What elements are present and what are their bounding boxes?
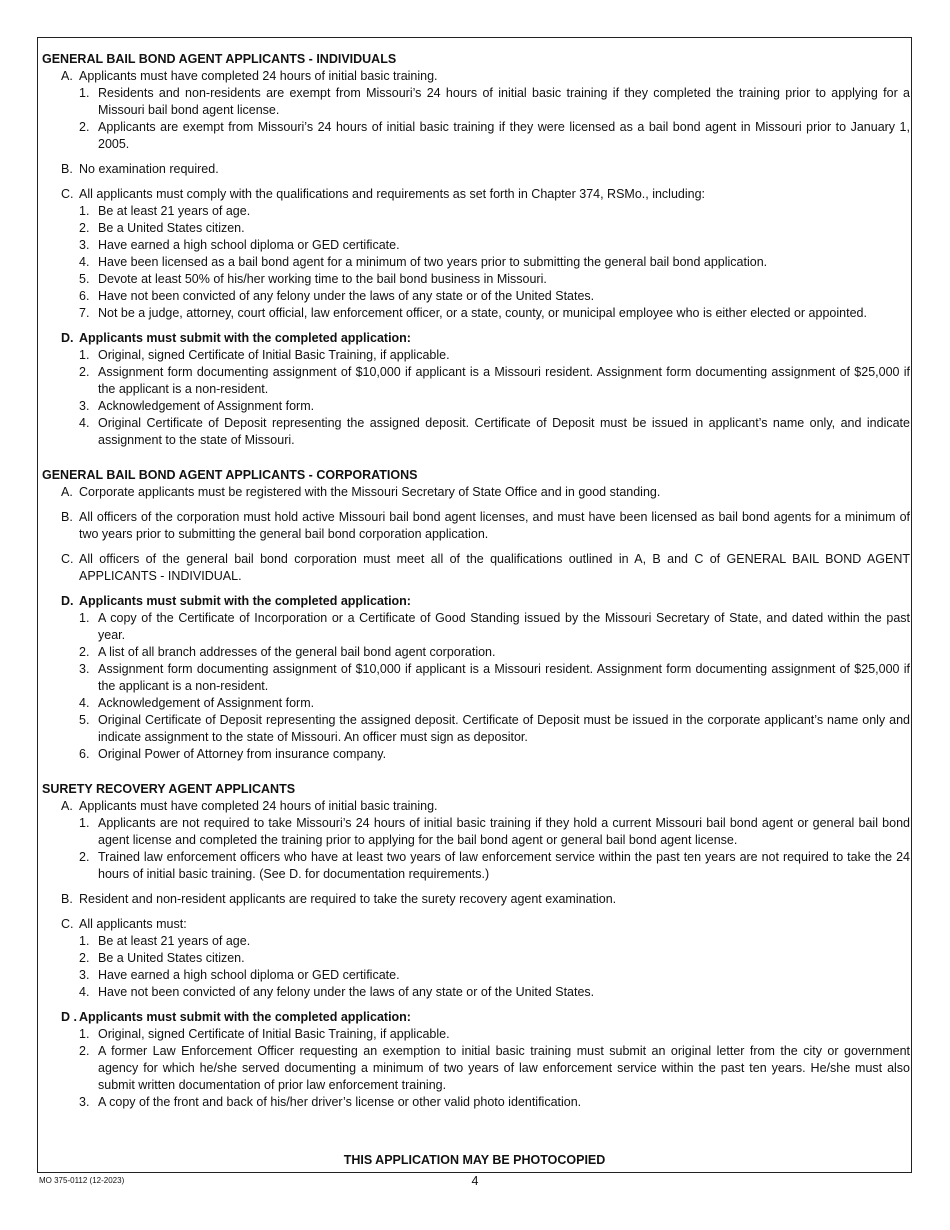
- item-text: All applicants must:: [79, 917, 187, 931]
- sub-item-text: Have not been convicted of any felony under the laws of any state or of the United States.: [98, 289, 595, 303]
- list-item: [42, 330, 910, 449]
- sub-item-number: 5.: [79, 272, 90, 286]
- sub-item: [79, 254, 910, 271]
- sub-item-number: 3.: [79, 399, 90, 413]
- sub-item-text: Have been licensed as a bail bond agent for a minimum of two years prior to submitting the general bail bond application.: [98, 255, 768, 269]
- sub-item: [79, 364, 910, 398]
- item-label: B.: [61, 892, 73, 906]
- sub-item: [79, 746, 910, 763]
- list-item: [42, 68, 910, 153]
- document-body: [42, 51, 910, 1120]
- sub-item-text: Applicants are exempt from Missouri’s 24 hours of initial basic training if they were licensed as a bail bond agent in Missouri prior to January 1, 2005.: [98, 120, 910, 151]
- sub-item-text: Have earned a high school diploma or GED certificate.: [98, 238, 400, 252]
- list-item: [42, 1009, 910, 1111]
- section-title: GENERAL BAIL BOND AGENT APPLICANTS - INDIVIDUALS: [42, 52, 397, 66]
- sub-item: [79, 398, 910, 415]
- sub-item-number: 1.: [79, 1027, 90, 1041]
- sub-item-number: 6.: [79, 747, 90, 761]
- item-label: B.: [61, 162, 73, 176]
- sub-item-text: Have not been convicted of any felony under the laws of any state or of the United States.: [98, 985, 595, 999]
- sub-item-number: 7.: [79, 306, 90, 320]
- sub-item-number: 3.: [79, 1095, 90, 1109]
- sub-item-number: 3.: [79, 238, 90, 252]
- item-text: Applicants must have completed 24 hours of initial basic training.: [79, 69, 438, 83]
- section: [42, 51, 910, 449]
- list-item: [42, 593, 910, 763]
- item-label: C.: [61, 917, 74, 931]
- item-text: All officers of the corporation must hold active Missouri bail bond agent licenses, and must have been licensed as bail bond agents for a minimum of two years prior to submitting the general bail bond corporation application.: [79, 510, 910, 541]
- sub-item-number: 4.: [79, 696, 90, 710]
- section: [42, 467, 910, 763]
- sub-item-text: Devote at least 50% of his/her working time to the bail bond business in Missouri.: [98, 272, 547, 286]
- sub-item-number: 1.: [79, 86, 90, 100]
- list-item: [42, 186, 910, 322]
- item-label: B.: [61, 510, 73, 524]
- sub-item: [79, 815, 910, 849]
- list-item: [42, 509, 910, 543]
- item-text: Corporate applicants must be registered with the Missouri Secretary of State Office and in good standing.: [79, 485, 661, 499]
- sub-item-text: A list of all branch addresses of the general bail bond agent corporation.: [98, 645, 496, 659]
- sub-item-text: Acknowledgement of Assignment form.: [98, 696, 315, 710]
- sub-item-text: Original Certificate of Deposit representing the assigned deposit. Certificate of Deposit must be issued in the corporate applicant’s name only and indicate assignment to the state of Missouri. An officer must sign as depositor.: [98, 713, 910, 744]
- section-title: GENERAL BAIL BOND AGENT APPLICANTS - CORPORATIONS: [42, 468, 418, 482]
- item-text: Applicants must have completed 24 hours of initial basic training.: [79, 799, 438, 813]
- item-text: All officers of the general bail bond corporation must meet all of the qualifications outlined in A, B and C of GENERAL BAIL BOND AGENT APPLICANTS - INDIVIDUAL.: [79, 552, 910, 583]
- sub-item: [79, 661, 910, 695]
- sub-item: [79, 1043, 910, 1094]
- item-text: All applicants must comply with the qualifications and requirements as set forth in Chapter 374, RSMo., including:: [79, 187, 706, 201]
- sub-item: [79, 712, 910, 746]
- sub-item-number: 2.: [79, 850, 90, 864]
- sub-item: [79, 644, 910, 661]
- sub-item-text: Original Certificate of Deposit representing the assigned deposit. Certificate of Deposit must be issued in applicant’s name only, and indicate assignment to the state of Missouri.: [98, 416, 910, 447]
- sub-item: [79, 220, 910, 237]
- sub-item-number: 1.: [79, 611, 90, 625]
- sub-item-text: Trained law enforcement officers who have at least two years of law enforcement service within the past ten years are not required to take the 24 hours of initial basic training. (See D. for documentation requirements.): [98, 850, 910, 881]
- sub-item-number: 6.: [79, 289, 90, 303]
- sub-item: [79, 984, 910, 1001]
- item-text: Applicants must submit with the completed application:: [79, 594, 411, 608]
- sub-item-number: 1.: [79, 348, 90, 362]
- page-number: 4: [471, 1174, 479, 1188]
- item-label: A.: [61, 799, 73, 813]
- sub-item: [79, 305, 910, 322]
- item-label: D.: [61, 331, 74, 345]
- sub-item-number: 2.: [79, 365, 90, 379]
- sub-item-text: Applicants are not required to take Missouri’s 24 hours of initial basic training if they hold a current Missouri bail bond agent or general bail bond agent license and completed the training prior to applying for the bail bond agent or general bail bond agent license.: [98, 816, 910, 847]
- sub-item: [79, 695, 910, 712]
- sub-item: [79, 347, 910, 364]
- sub-item: [79, 119, 910, 153]
- sub-item-text: Original, signed Certificate of Initial Basic Training, if applicable.: [98, 348, 450, 362]
- sub-item-text: Be at least 21 years of age.: [98, 204, 251, 218]
- sub-item-text: Assignment form documenting assignment of $10,000 if applicant is a Missouri resident. Assignment form documenting assignment of $25,000 if the applicant is a non-resident.: [98, 365, 910, 396]
- sub-item-number: 4.: [79, 985, 90, 999]
- sub-item: [79, 1026, 910, 1043]
- sub-item-number: 1.: [79, 934, 90, 948]
- sub-item: [79, 237, 910, 254]
- sub-item: [79, 950, 910, 967]
- sub-item-text: Be a United States citizen.: [98, 221, 245, 235]
- sub-item-text: Be a United States citizen.: [98, 951, 245, 965]
- sub-item: [79, 203, 910, 220]
- item-label: C.: [61, 187, 74, 201]
- item-label: D.: [61, 594, 74, 608]
- list-item: [42, 798, 910, 883]
- sub-item-text: Acknowledgement of Assignment form.: [98, 399, 315, 413]
- sub-item-number: 3.: [79, 662, 90, 676]
- sub-item: [79, 967, 910, 984]
- sub-item-text: Not be a judge, attorney, court official, law enforcement officer, or a state, county, or municipal employee who is either elected or appointed.: [98, 306, 867, 320]
- item-label: A.: [61, 485, 73, 499]
- sub-item-number: 3.: [79, 968, 90, 982]
- sub-item-number: 2.: [79, 120, 90, 134]
- item-text: Applicants must submit with the completed application:: [79, 1010, 411, 1024]
- sub-item-text: A copy of the Certificate of Incorporation or a Certificate of Good Standing issued by the Missouri Secretary of State, and dated within the past year.: [98, 611, 910, 642]
- item-text: Resident and non-resident applicants are required to take the surety recovery agent examination.: [79, 892, 617, 906]
- list-item: [42, 916, 910, 1001]
- list-item: [42, 484, 910, 501]
- sub-item-text: Original Power of Attorney from insurance company.: [98, 747, 387, 761]
- sub-item: [79, 271, 910, 288]
- section-title: SURETY RECOVERY AGENT APPLICANTS: [42, 782, 296, 796]
- sub-item-number: 1.: [79, 204, 90, 218]
- sub-item-number: 1.: [79, 816, 90, 830]
- sub-item-number: 2.: [79, 645, 90, 659]
- item-text: No examination required.: [79, 162, 219, 176]
- section: [42, 781, 910, 1111]
- sub-item-text: Original, signed Certificate of Initial Basic Training, if applicable.: [98, 1027, 450, 1041]
- sub-item: [79, 1094, 910, 1111]
- sub-item: [79, 933, 910, 950]
- item-label: A.: [61, 69, 73, 83]
- sub-item: [79, 610, 910, 644]
- sub-item-number: 4.: [79, 416, 90, 430]
- sub-item-number: 5.: [79, 713, 90, 727]
- list-item: [42, 161, 910, 178]
- sub-item-number: 2.: [79, 1044, 90, 1058]
- sub-item-number: 2.: [79, 221, 90, 235]
- photocopy-note: THIS APPLICATION MAY BE PHOTOCOPIED: [343, 1153, 606, 1167]
- list-item: [42, 551, 910, 585]
- sub-item-text: Residents and non-residents are exempt from Missouri’s 24 hours of initial basic training if they completed the training prior to applying for a Missouri bail bond agent license.: [98, 86, 910, 117]
- sub-item-text: Assignment form documenting assignment of $10,000 if applicant is a Missouri resident. Assignment form documenting assignment of $25,000 if the applicant is a non-resident.: [98, 662, 910, 693]
- sub-item-text: A copy of the front and back of his/her driver’s license or other valid photo identification.: [98, 1095, 582, 1109]
- sub-item-text: Be at least 21 years of age.: [98, 934, 251, 948]
- form-number: MO 375-0112 (12-2023): [39, 1176, 125, 1185]
- sub-item-text: A former Law Enforcement Officer requesting an exemption to initial basic training must submit an original letter from the city or government agency for which he/she served documenting a minimum of two years of law enforcement service within the past ten years. He/she must also submit written documentation of prior law enforcement training.: [98, 1044, 910, 1092]
- sub-item: [79, 415, 910, 449]
- list-item: [42, 891, 910, 908]
- item-text: Applicants must submit with the completed application:: [79, 331, 411, 345]
- item-label: D .: [61, 1010, 77, 1024]
- sub-item: [79, 849, 910, 883]
- sub-item-text: Have earned a high school diploma or GED certificate.: [98, 968, 400, 982]
- sub-item-number: 4.: [79, 255, 90, 269]
- item-label: C.: [61, 552, 74, 566]
- sub-item-number: 2.: [79, 951, 90, 965]
- sub-item: [79, 288, 910, 305]
- sub-item: [79, 85, 910, 119]
